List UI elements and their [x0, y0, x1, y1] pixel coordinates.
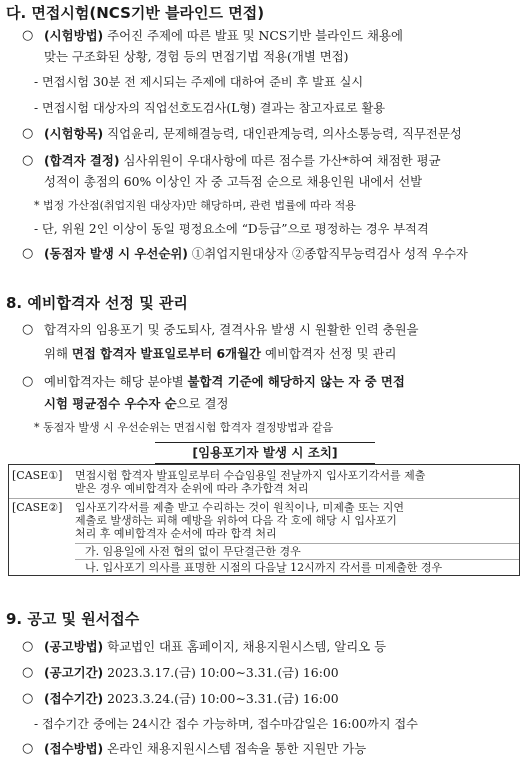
note-tie: * 동점자 발생 시 우선순위는 면접시험 합격자 결정방법과 같음 [34, 421, 334, 434]
pass-label: (합격자 결정) [44, 153, 120, 168]
method-text2: 맞는 구조화된 상황, 경험 등의 면접기법 적용(개별 면접) [44, 49, 349, 64]
tie-label: (동점자 발생 시 우선순위) [44, 246, 188, 261]
reserve-pre: 위해 [44, 346, 72, 361]
bullet-circle: ○ [22, 741, 34, 756]
dash-item-3: - 단, 위원 2인 이상이 동일 평정요소에 “D등급”으로 평정하는 경우 부적격 [34, 222, 429, 236]
criteria-post: 으로 결정 [176, 396, 229, 411]
criteria-pre: 예비합격자는 해당 분야별 [44, 374, 188, 389]
note-bonus: * 법정 가산점(취업지원 대상자)만 해당하며, 관련 법률에 따라 적용 [34, 199, 356, 212]
section-title-reserve: 8. 예비합격자 선정 및 관리 [6, 294, 188, 312]
dash-item-2: - 면접시험 대상자의 직업선호도검사(L형) 결과는 참고자료로 활용 [34, 101, 386, 115]
method-paragraph [44, 26, 403, 46]
pass-text2: 성적이 총점의 60% 이상인 자 중 고득점 순으로 채용인원 내에서 선발 [44, 174, 423, 189]
method-label: (시험방법) [44, 28, 104, 43]
receipt-method-text: 온라인 채용지원시스템 접속을 통한 지원만 가능 [107, 741, 367, 756]
method-text1: 주어진 주제에 따른 발표 및 NCS기반 블라인드 채용에 [107, 28, 403, 43]
case-divider [9, 498, 519, 499]
announce-period [44, 663, 339, 683]
announce-period-label: (공고기간) [44, 665, 104, 680]
reserve-criteria2 [44, 394, 228, 414]
case1-text2: 받은 경우 예비합격자 순위에 따라 추가합격 처리 [75, 482, 309, 495]
announce-method [44, 637, 386, 657]
reserve-text1: 합격자의 임용포기 및 중도퇴사, 결격사유 발생 시 원활한 인력 충원을 [44, 322, 419, 337]
items-text: 직업윤리, 문제해결능력, 대인관계능력, 의사소통능력, 직무전문성 [107, 126, 462, 141]
receipt-method [44, 739, 366, 759]
receipt-period-text: 2023.3.24.(금) 10:00∼3.31.(금) 16:00 [107, 691, 339, 706]
case1-text1: 면접시험 합격자 발표일로부터 수습임용일 전날까지 입사포기각서를 제출 [75, 469, 426, 482]
items-paragraph [44, 124, 462, 144]
case-box [8, 464, 520, 576]
bullet-circle: ○ [22, 246, 34, 261]
bullet-circle: ○ [22, 153, 34, 168]
bullet-circle: ○ [22, 691, 34, 706]
reserve-criteria1 [44, 372, 405, 392]
bullet-circle: ○ [22, 665, 34, 680]
case2-item-b: 나. 입사포기 의사를 표명한 시점의 다음날 12시까지 각서를 미제출한 경우 [85, 561, 443, 574]
criteria-bold2: 시험 평균점수 우수자 순 [44, 396, 177, 411]
case2-text1: 입사포기각서를 제출 받고 수리하는 것이 원칙이나, 미제출 또는 지연 [75, 501, 404, 514]
section-title-interview: 다. 면접시험(NCS기반 블라인드 면접) [6, 4, 265, 22]
section-title-announcement: 9. 공고 및 원서접수 [6, 610, 140, 628]
announce-period-text: 2023.3.17.(금) 10:00∼3.31.(금) 16:00 [107, 665, 339, 680]
reserve-post: 예비합격자 선정 및 관리 [261, 346, 397, 361]
case2-text2: 제출로 발생하는 피해 예방을 위하여 다음 각 호에 해당 시 입사포기 [75, 514, 397, 527]
case2-label: [CASE②] [12, 501, 63, 514]
receipt-period [44, 689, 339, 709]
bullet-circle: ○ [22, 126, 34, 141]
receipt-period-label: (접수기간) [44, 691, 104, 706]
tie-text: ①취업지원대상자 ②종합직무능력검사 성적 우수자 [191, 246, 468, 261]
criteria-bold1: 불합격 기준에 해당하지 않는 자 중 면접 [187, 374, 405, 389]
box-title: [임용포기자 발생 시 조치] [155, 442, 375, 464]
bullet-circle: ○ [22, 374, 34, 389]
case1-label: [CASE①] [12, 469, 63, 482]
reserve-text2 [44, 344, 396, 364]
case-subdivider [75, 543, 519, 544]
dash-item-1: - 면접시험 30분 전 제시되는 주제에 대하여 준비 후 발표 실시 [34, 75, 364, 89]
bullet-circle: ○ [22, 28, 34, 43]
tie-paragraph [44, 244, 468, 264]
pass-text1: 심사위원이 우대사항에 따른 점수를 가산*하여 채점한 평균 [123, 153, 441, 168]
case2-item-a: 가. 임용일에 사전 협의 없이 무단결근한 경우 [85, 545, 301, 558]
pass-paragraph [44, 151, 441, 171]
bullet-circle: ○ [22, 639, 34, 654]
reserve-bold: 면접 합격자 발표일로부터 6개월간 [71, 346, 262, 361]
announce-method-text: 학교법인 대표 홈페이지, 채용지원시스템, 알리오 등 [107, 639, 387, 654]
case2-text3: 처리 후 예비합격자 순서에 따라 합격 처리 [75, 527, 277, 540]
items-label: (시험항목) [44, 126, 104, 141]
dash-item-4: - 접수기간 중에는 24시간 접수 가능하며, 접수마감일은 16:00까지 접수 [34, 717, 418, 731]
case-subdivider [75, 559, 519, 560]
bullet-circle: ○ [22, 322, 34, 337]
receipt-method-label: (접수방법) [44, 741, 104, 756]
announce-method-label: (공고방법) [44, 639, 104, 654]
